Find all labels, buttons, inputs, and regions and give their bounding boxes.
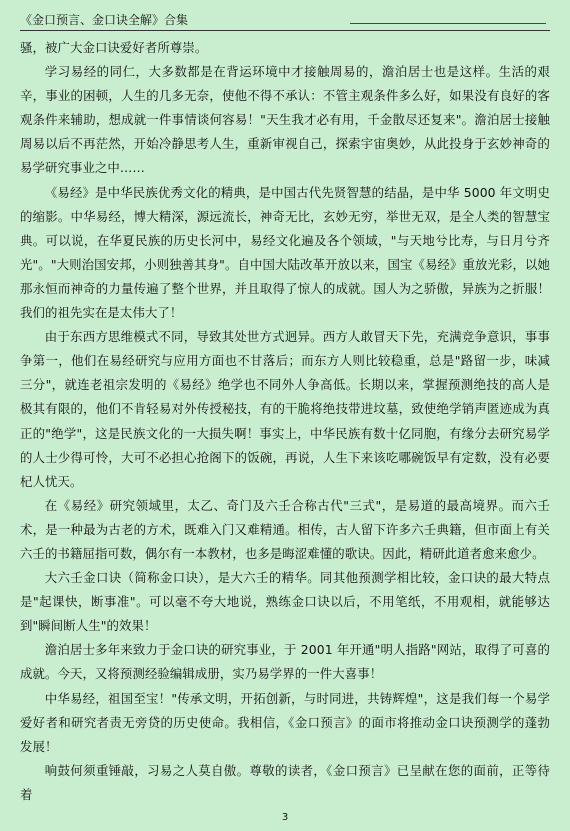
paragraph: 学习易经的同仁，大多数都是在背运环境中才接触周易的，澹泊居士也是这样。生活的艰辛，事业的困顿，人生的几多无奈，使他不得不承认：不管主观条件多么好，如果没有良好的客观条件来辅助，想成就一件事情谈何容易！"天生我才必有用，千金散尽还复来"。澹泊居士接触周易以后不再茫然，开始冷静思考人生，重新审视自己，探索宇宙奥妙，从此投身于玄妙神奇的易学研究事业之中…… <box>20 64 550 176</box>
body-text <box>20 36 550 807</box>
paragraph: 《易经》是中华民族优秀文化的精典，是中国古代先贤智慧的结晶，是中华 5000 年文明史的缩影。中华易经，博大精深，源远流长，神奇无比，玄妙无穷，举世无双，是全人类的智慧宝典。可以说，在华夏民族的历史长河中，易经文化遍及各个领域，"与天地兮比寿，与日月兮齐光"。"大则治国安邦，小则独善其身"。自中国大陆改革开放以来，国宝《易经》重放光彩，以她那永恒而神奇的力量传遍了整个世界，并且取得了惊人的成就。国人为之骄傲，异族为之折服！我们的祖先实在是太伟大了！ <box>20 184 550 321</box>
paragraph: 响鼓何须重锤敲，习易之人莫自傲。尊敬的读者，《金口预言》已呈献在您的面前，正等待着 <box>20 762 550 802</box>
paragraph: 在《易经》研究领域里，太乙、奇门及六壬合称古代"三式"，是易道的最高境界。而六壬术，是一种最为古老的方术，既难入门又难精通。相传，古人留下许多六壬典籍，但市面上有关六壬的书籍屈指可数，偶尔有一本教材，也多是晦涩难懂的歌诀。因此，精研此道者愈来愈少。 <box>20 497 550 561</box>
header-title: 《金口预言、金口诀全解》合集 <box>20 13 189 27</box>
page-number: 3 <box>281 812 289 823</box>
paragraph: 大六壬金口诀（简称金口诀），是大六壬的精华。同其他预测学相比较，金口诀的最大特点是"起课快，断事准"。可以毫不夸大地说，熟练金口诀以后，不用笔纸，不用观相，就能够达到"瞬间断人生"的效果！ <box>20 570 550 634</box>
paragraph: 由于东西方思维模式不同，导致其处世方式迥异。西方人敢冒天下先，充满竞争意识，事事争第一，他们在易经研究与应用方面也不甘落后；而东方人则比较稳重，总是"路留一步，味减三分"，就连老祖宗发明的《易经》绝学也不同外人争高低。长期以来，掌握预测绝技的高人是极其有限的，他们不肯轻易对外传授秘技，有的干脆将绝技带进坟墓，致使绝学销声匿迹成为真正的"绝学"，这是民族文化的一大损失啊！事实上，中华民族有数十亿同胞，有缘分去研究易学的人士少得可怜，大可不必担心抢阁下的饭碗，再说，人生下来该吃哪碗饭早有定数，没有必要杞人忧天。 <box>20 329 550 489</box>
header-rule-decoration <box>350 23 546 24</box>
running-header <box>20 10 550 31</box>
paragraph: 中华易经，祖国至宝！"传承文明，开拓创新，与时同进，共铸辉煌"，这是我们每一个易学爱好者和研究者责无旁贷的历史使命。我相信，《金口预言》的面市将推动金口诀预测学的蓬勃发展！ <box>20 690 550 754</box>
paragraph-continued: 骚，被广大金口诀爱好者所尊崇。 <box>20 40 208 55</box>
paragraph: 澹泊居士多年来致力于金口诀的研究事业，于 2001 年开通"明人指路"网站，取得了可喜的成就。今天，又将预测经验编辑成册，实乃易学界的一件大喜事！ <box>20 642 550 682</box>
